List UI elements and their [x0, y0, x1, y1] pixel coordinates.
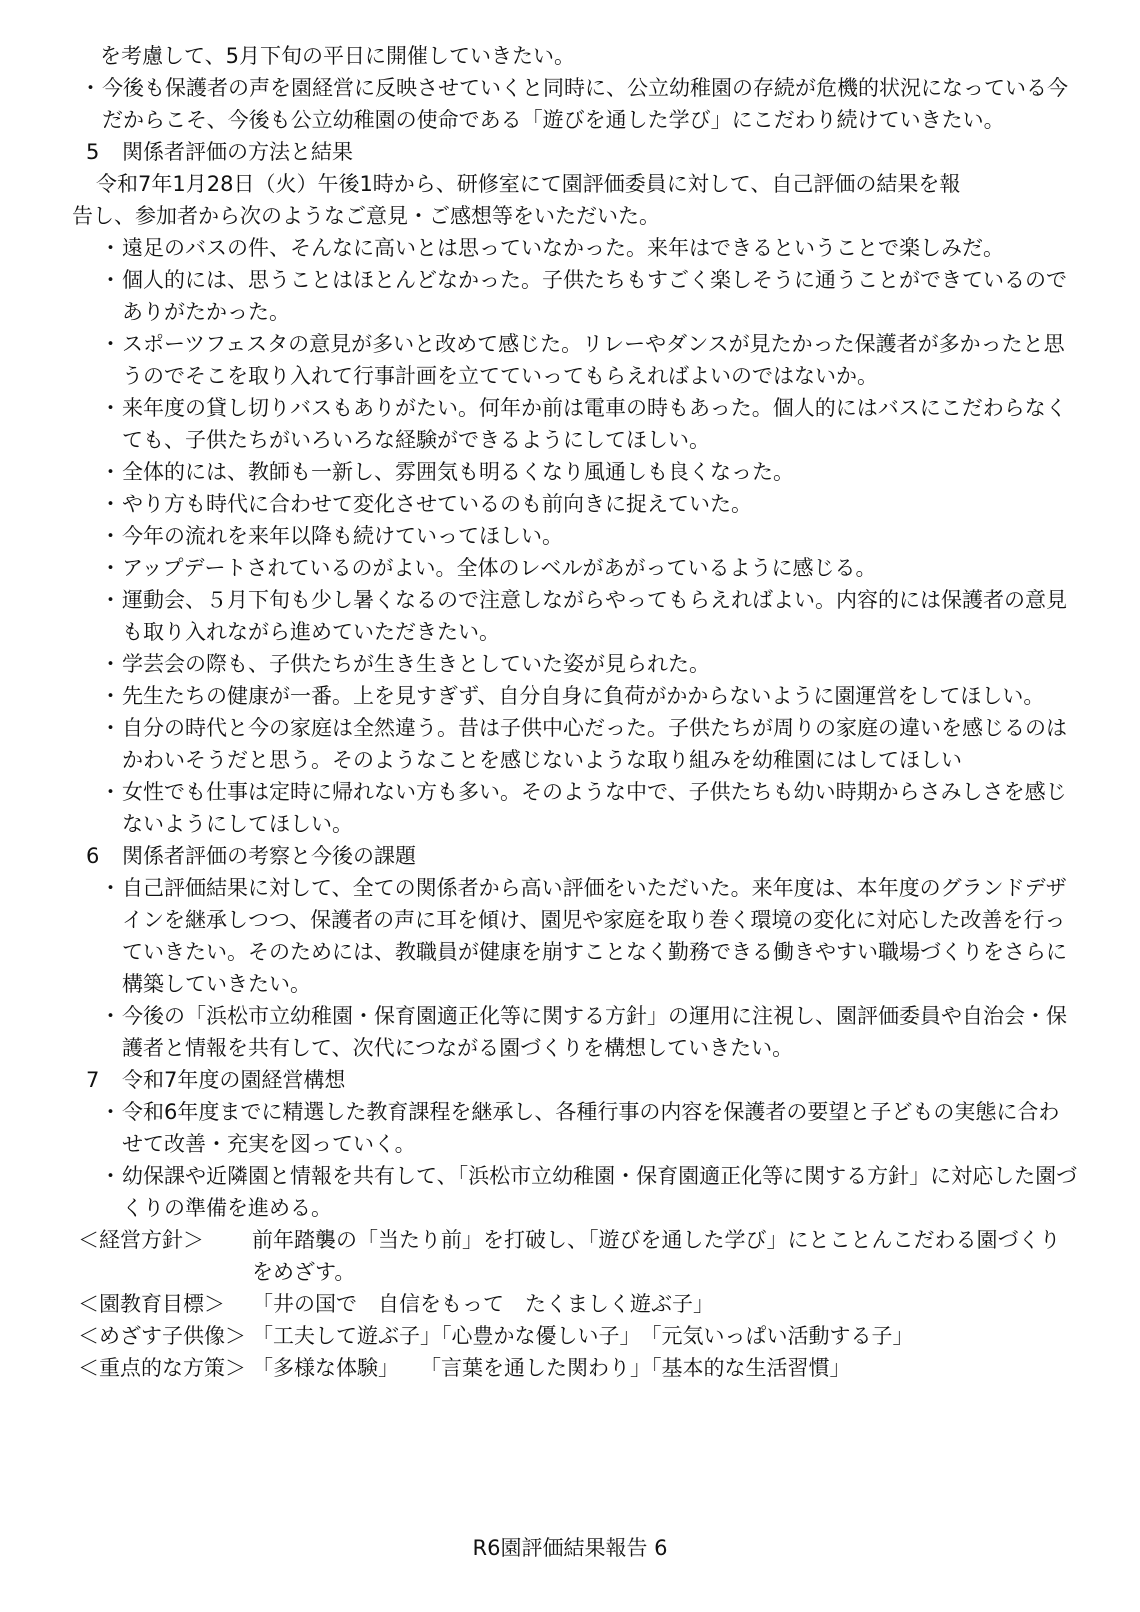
bullet-text: 来年度の貸し切りバスもありがたい。何年か前は電車の時もあった。個人的にはバスにこだわらなくても、子供たちがいろいろな経験ができるようにしてほしい。: [122, 396, 1067, 452]
bullet-text: 先生たちの健康が一番。上を見すぎず、自分自身に負荷がかからないように園運営をしてほしい。: [122, 684, 1045, 708]
page-footer: R6園評価結果報告 6: [472, 1536, 668, 1560]
priority-measures: [78, 1352, 1080, 1384]
list-item: [100, 456, 1080, 488]
list-item: [100, 232, 1080, 264]
bullet-text: 運動会、５月下旬も少し暑くなるので注意しながらやってもらえればよい。内容的には保護者の意見も取り入れながら進めていただきたい。: [122, 588, 1067, 644]
ideal-child-label: ＜めざす子供像＞: [78, 1324, 246, 1348]
section-number: 6: [86, 844, 100, 868]
bullet-mark: ・: [100, 492, 121, 516]
bullet-text: 全体的には、教師も一新し、雰囲気も明るくなり風通しも良くなった。: [122, 460, 794, 484]
bullet-text: 令和6年度までに精選した教育課程を継承し、各種行事の内容を保護者の要望と子どもの実態に合わせて改善・充実を図っていく。: [122, 1100, 1060, 1156]
bullet-mark: ・: [100, 236, 121, 260]
list-item: [100, 1096, 1080, 1160]
bullet-mark: ・: [100, 780, 121, 804]
list-item: [100, 1160, 1080, 1224]
bullet-mark: ・: [100, 684, 121, 708]
bullet-text: アップデートされているのがよい。全体のレベルがあがっているように感じる。: [122, 556, 877, 580]
section-6-list: [72, 872, 1080, 1064]
bullet-mark: ・: [100, 1004, 121, 1028]
bullet-mark: ・: [100, 524, 121, 548]
list-item: [100, 584, 1080, 648]
section-5-intro-line-1: 令和7年1月28日（火）午後1時から、研修室にて園評価委員に対して、自己評価の結果を報: [96, 172, 961, 196]
education-goal-label: ＜園教育目標＞: [78, 1292, 225, 1316]
bullet-mark: ・: [100, 716, 121, 740]
list-item: [100, 776, 1080, 840]
bullet-mark: ・: [100, 332, 121, 356]
bullet-mark: ・: [100, 1164, 121, 1188]
list-item: [100, 872, 1080, 1000]
education-goal-value: 「井の国で 自信をもって たくましく遊ぶ子」: [252, 1292, 714, 1316]
priority-measures-label: ＜重点的な方策＞: [78, 1356, 246, 1380]
section-number: 7: [86, 1068, 100, 1092]
bullet-text: 遠足のバスの件、そんなに高いとは思っていなかった。来年はできるということで楽しみだ。: [122, 236, 1004, 260]
bullet-text: 今年の流れを来年以降も続けていってほしい。: [122, 524, 563, 548]
list-item: [100, 552, 1080, 584]
section-title: 関係者評価の方法と結果: [122, 140, 353, 164]
bullet-text: 幼保課や近隣園と情報を共有して、「浜松市立幼稚園・保育園適正化等に関する方針」に対応した園づくりの準備を進める。: [122, 1164, 1078, 1220]
section-title: 関係者評価の考察と今後の課題: [122, 844, 416, 868]
ideal-child: [78, 1320, 1080, 1352]
bullet-text: スポーツフェスタの意見が多いと改めて感じた。リレーやダンスが見たかった保護者が多かったと思うのでそこを取り入れて行事計画を立てていってもらえればよいのではないか。: [122, 332, 1065, 388]
list-item: [100, 488, 1080, 520]
bullet-text: 学芸会の際も、子供たちが生き生きとしていた姿が見られた。: [122, 652, 710, 676]
list-item: [100, 520, 1080, 552]
list-item: [100, 328, 1080, 392]
list-item: [100, 264, 1080, 328]
list-item: [100, 712, 1080, 776]
bullet-mark: ・: [100, 876, 121, 900]
bullet-mark: ・: [100, 556, 121, 580]
bullet-mark: ・: [80, 76, 101, 100]
section-5-intro-line-2: 告し、参加者から次のようなご意見・ご感想等をいただいた。: [72, 204, 660, 228]
management-policy-label: ＜経営方針＞: [78, 1228, 204, 1252]
bullet-mark: ・: [100, 1100, 121, 1124]
bullet-text: 今後の「浜松市立幼稚園・保育園適正化等に関する方針」の運用に注視し、園評価委員や自治会・保護者と情報を共有して、次代につながる園づくりを構想していきたい。: [122, 1004, 1067, 1060]
bullet-text: 個人的には、思うことはほとんどなかった。子供たちもすごく楽しそうに通うことができているのでありがたかった。: [122, 268, 1067, 324]
list-item: [100, 648, 1080, 680]
section-5-heading: [86, 136, 1080, 168]
management-policy: [78, 1224, 1080, 1288]
continuation-bullet: [80, 72, 1080, 136]
section-7-list: [72, 1096, 1080, 1224]
bullet-mark: ・: [100, 588, 121, 612]
section-5-list: [72, 232, 1080, 840]
bullet-text: 今後も保護者の声を園経営に反映させていくと同時に、公立幼稚園の存続が危機的状況になっている今だからこそ、今後も公立幼稚園の使命である「遊びを通した学び」にこだわり続けていきたい。: [102, 76, 1068, 132]
bullet-mark: ・: [100, 396, 121, 420]
management-policy-value: 前年踏襲の「当たり前」を打破し、「遊びを通した学び」にとことんこだわる園づくりをめざす。: [252, 1228, 1061, 1284]
ideal-child-value: 「工夫して遊ぶ子」「心豊かな優しい子」 「元気いっぱい活動する子」: [252, 1324, 914, 1348]
bullet-text: 自分の時代と今の家庭は全然違う。昔は子供中心だった。子供たちが周りの家庭の違いを感じるのはかわいそうだと思う。そのようなことを感じないような取り組みを幼稚園にはしてほしい: [122, 716, 1067, 772]
bullet-mark: ・: [100, 268, 121, 292]
section-title: 令和7年度の園経営構想: [122, 1068, 346, 1092]
list-item: [100, 392, 1080, 456]
section-number: 5: [86, 140, 100, 164]
list-item: [100, 1000, 1080, 1064]
priority-measures-value: 「多様な体験」 「言葉を通した関わり」「基本的な生活習慣」: [252, 1356, 851, 1380]
section-6-heading: [86, 840, 1080, 872]
bullet-mark: ・: [100, 652, 121, 676]
bullet-mark: ・: [100, 460, 121, 484]
section-7-heading: [86, 1064, 1080, 1096]
list-item: [100, 680, 1080, 712]
bullet-text: 女性でも仕事は定時に帰れない方も多い。そのような中で、子供たちも幼い時期からさみしさを感じないようにしてほしい。: [122, 780, 1067, 836]
bullet-text: 自己評価結果に対して、全ての関係者から高い評価をいただいた。来年度は、本年度のグランドデザインを継承しつつ、保護者の声に耳を傾け、園児や家庭を取り巻く環境の変化に対応した改善を行っていきたい。そのためには、教職員が健康を崩すことなく勤務できる働きやすい職場づくりをさらに構築していきたい。: [122, 876, 1067, 996]
bullet-text: やり方も時代に合わせて変化させているのも前向きに捉えていた。: [122, 492, 752, 516]
education-goal: [78, 1288, 1080, 1320]
continuation-line: を考慮して、5月下旬の平日に開催していきたい。: [100, 44, 575, 68]
